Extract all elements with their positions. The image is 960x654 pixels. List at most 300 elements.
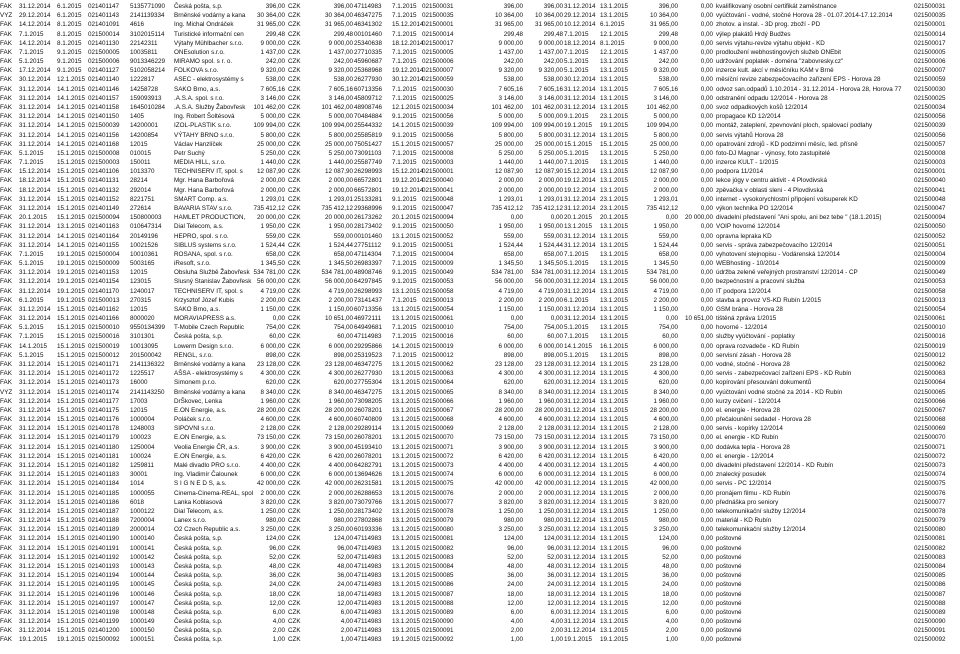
table-row[interactable] [0, 626, 960, 635]
cell-description: kurzy cvičení - 12/2014 [716, 397, 781, 405]
table-row[interactable] [0, 388, 960, 397]
cell-due-date: 31.12.2014 [564, 204, 596, 212]
cell-due-date: 31.12.2014 [564, 85, 596, 93]
cell-amount-czk: 36,00 [337, 572, 353, 580]
cell-doc-type: FAK [0, 103, 12, 111]
cell-paid-amount: 299,48 [503, 30, 523, 38]
cell-description: telekomunikační služby 12/2014 [716, 526, 806, 534]
table-row[interactable] [0, 167, 960, 176]
cell-document-no: 021500047 [422, 204, 454, 212]
cell-total: 6,00 [665, 608, 678, 616]
cell-payment-date: 13.1.2015 [600, 131, 629, 139]
cell-internal-no: 021401152 [88, 195, 120, 203]
cell-supplier: SIPOVNI s.r.o. [174, 425, 215, 433]
cell-payment-date: 13.1.2015 [600, 324, 629, 332]
cell-payment-date: 13.1.2015 [600, 572, 629, 580]
cell-total: 538,00 [658, 76, 678, 84]
cell-remaining: 0,00 [700, 397, 713, 405]
cell-amount-czk: 1 345,50 [328, 260, 353, 268]
cell-supplier: RENGL, s.r.o. [174, 351, 213, 359]
cell-paid-amount-2: 48,00 [547, 562, 563, 570]
cell-remaining: 0,00 [700, 370, 713, 378]
cell-supplier-id: 25368968 [354, 67, 383, 75]
table-row[interactable] [0, 186, 960, 195]
cell-description: servis - zabezpečovací zařízení EPS - KD Rubín [716, 370, 852, 378]
cell-paid-amount: 4 400,00 [498, 462, 523, 469]
cell-variable-symbol: 10013095 [130, 342, 159, 350]
cell-internal-no: 021401173 [88, 379, 120, 387]
cell-remaining: 0,00 [700, 361, 713, 369]
cell-issue-date: 31.12.2014 [19, 269, 51, 277]
cell-internal-no: 021401183 [88, 471, 120, 479]
cell-total: 36,00 [662, 572, 678, 580]
table-row[interactable] [0, 85, 960, 94]
cell-booking-date: 13.1.2015 [392, 379, 421, 387]
cell-received-date: 15.1.2015 [57, 416, 86, 424]
table-row[interactable] [0, 323, 960, 332]
table-row[interactable] [0, 140, 960, 149]
cell-supplier-id: 47114983 [354, 627, 382, 635]
cell-paid-amount-2: 12 087,90 [534, 168, 563, 176]
cell-doc-type: FAK [0, 535, 12, 543]
cell-remaining: 0,00 [700, 85, 713, 93]
cell-reference-no: 021500083 [914, 553, 946, 561]
cell-document-no: 021500049 [422, 269, 454, 277]
cell-internal-no: 021401150 [88, 113, 120, 121]
cell-supplier: Ing. Michal Ondráček [174, 21, 234, 29]
table-row[interactable] [0, 378, 960, 387]
table-row[interactable] [0, 534, 960, 543]
cell-supplier: Česká pošta, s.p. [174, 3, 223, 10]
table-row[interactable] [0, 525, 960, 534]
cell-internal-no: 021401181 [88, 452, 120, 460]
cell-amount: 48,00 [269, 562, 285, 570]
cell-currency: CZK [288, 462, 301, 469]
cell-remaining: 0,00 [700, 39, 713, 47]
cell-paid-amount-2: 1 250,00 [538, 507, 563, 515]
table-row[interactable] [0, 250, 960, 259]
cell-supplier: VÝTAHY BRNO s.r.o. [174, 131, 234, 139]
cell-document-no: 021500052 [422, 232, 454, 240]
cell-issue-date: 31.12.2014 [19, 416, 51, 424]
table-row[interactable] [0, 590, 960, 599]
cell-description: poštovné [716, 544, 742, 552]
cell-received-date: 15.1.2015 [57, 599, 86, 607]
table-row[interactable] [0, 608, 960, 617]
cell-received-date: 15.1.2015 [57, 168, 86, 176]
table-row[interactable] [0, 433, 960, 442]
cell-supplier: Česká pošta, s.p. [174, 572, 223, 580]
cell-variable-symbol: 5003165 [130, 260, 155, 268]
cell-document-no: 021500084 [422, 562, 454, 570]
cell-issue-date: 18.12.2014 [19, 186, 51, 194]
cell-amount: 4 600,00 [260, 416, 285, 424]
table-row[interactable] [0, 57, 960, 66]
cell-payment-date: 13.1.2015 [600, 85, 629, 93]
cell-supplier-id: 70484884 [354, 113, 383, 121]
cell-amount: 658,00 [265, 250, 285, 258]
cell-description: oprava rozvadeče - KD Rubín [716, 342, 799, 350]
cell-booking-date: 15.1.2015 [392, 140, 421, 148]
cell-received-date: 15.1.2015 [57, 608, 86, 616]
cell-amount-czk: 534 781,00 [321, 269, 353, 277]
cell-supplier-id: 47114983 [354, 599, 382, 607]
cell-doc-type: FAK [0, 452, 12, 460]
cell-doc-type: FAK [0, 618, 12, 626]
table-row[interactable] [0, 424, 960, 433]
cell-amount-czk: 56 000,00 [324, 278, 353, 286]
cell-due-date: 19.12.2014 [564, 186, 596, 194]
cell-due-date: 31.12.2014 [564, 462, 596, 469]
cell-document-no: 021500081 [422, 535, 454, 543]
cell-amount-czk: 2,00 [340, 627, 353, 635]
cell-description: internet - vysokorychlostní připojení volsuperek KD [716, 195, 858, 203]
cell-internal-no: 021401186 [88, 498, 120, 506]
cell-description: servis výtahu-revize výtahu objekt - KD [716, 39, 825, 47]
cell-due-date: 13.1.2015 [564, 223, 593, 231]
cell-total: 559,00 [658, 232, 678, 240]
cell-total: 28 200,00 [649, 406, 678, 414]
table-row[interactable] [0, 66, 960, 75]
table-row[interactable] [0, 204, 960, 213]
cell-amount: 60,00 [269, 333, 285, 341]
table-row[interactable] [0, 277, 960, 286]
cell-amount: 28 200,00 [256, 406, 285, 414]
cell-due-date: 29.12.2014 [564, 12, 596, 20]
cell-booking-date: 13.1.2015 [392, 581, 421, 589]
cell-booking-date: 19.12.2014 [392, 177, 424, 185]
cell-payment-date: 19.1.2015 [600, 122, 629, 130]
cell-paid-amount: 620,00 [503, 379, 523, 387]
cell-paid-amount-2: 0,00 [550, 214, 563, 222]
cell-remaining: 0,00 [700, 168, 713, 176]
table-row[interactable] [0, 553, 960, 562]
cell-variable-symbol: 3101301 [130, 333, 155, 341]
cell-document-no: 021500048 [422, 195, 454, 203]
cell-currency: CZK [288, 544, 301, 552]
cell-internal-no: 021401154 [88, 278, 120, 286]
table-row[interactable] [0, 158, 960, 167]
cell-supplier: Lanex s.r.o. [174, 517, 207, 525]
table-row[interactable] [0, 635, 960, 644]
table-row[interactable] [0, 571, 960, 580]
cell-paid-amount-2: 6 000,00 [538, 342, 563, 350]
cell-paid-amount-2: 4 719,00 [538, 287, 563, 295]
cell-reference-no: 021500007 [914, 67, 946, 75]
table-row[interactable] [0, 562, 960, 571]
cell-issue-date: 31.12.2014 [19, 3, 51, 10]
cell-received-date: 15.1.2015 [57, 406, 86, 414]
table-row[interactable] [0, 94, 960, 103]
cell-total: 1 524,44 [653, 241, 678, 249]
cell-supplier-id: 26231581 [354, 480, 383, 488]
cell-doc-type: FAK [0, 223, 12, 231]
cell-supplier-id: 26277930 [354, 370, 383, 378]
table-row[interactable] [0, 296, 960, 305]
table-row[interactable] [0, 241, 960, 250]
cell-due-date: 31.12.2014 [564, 287, 596, 295]
table-row[interactable] [0, 498, 960, 507]
table-row[interactable] [0, 360, 960, 369]
cell-doc-type: FAK [0, 260, 12, 268]
table-row[interactable] [0, 213, 960, 222]
table-row[interactable] [0, 121, 960, 130]
cell-currency: CZK [288, 48, 301, 56]
cell-supplier-id: 47114983 [354, 544, 382, 552]
table-row[interactable] [0, 112, 960, 121]
cell-issue-date: 31.12.2014 [19, 627, 51, 635]
table-row[interactable] [0, 351, 960, 360]
cell-payment-date: 13.1.2015 [600, 305, 629, 313]
cell-description: telekomunikační služby 12/2014 [716, 507, 806, 515]
cell-internal-no: 021401177 [88, 397, 120, 405]
table-row[interactable] [0, 131, 960, 140]
table-row[interactable] [0, 20, 960, 29]
cell-doc-type: FAK [0, 21, 12, 29]
cell-variable-symbol: 3102015114 [130, 30, 165, 38]
cell-reference-no: 021500047 [914, 204, 946, 212]
table-row[interactable] [0, 342, 960, 351]
cell-document-no: 021500034 [422, 103, 454, 111]
cell-reference-no: 021500062 [914, 361, 946, 369]
cell-supplier-id: 64282791 [354, 462, 383, 469]
cell-internal-no: 021500014 [88, 30, 120, 38]
table-row[interactable] [0, 461, 960, 470]
cell-reference-no: 021500085 [914, 572, 946, 580]
cell-total: 1 150,00 [653, 305, 678, 313]
cell-issue-date: 31.12.2014 [19, 526, 51, 534]
table-row[interactable] [0, 176, 960, 185]
cell-currency: CZK [288, 122, 301, 130]
cell-remaining: 0,00 [700, 599, 713, 607]
cell-paid-amount: 9 000,00 [498, 39, 523, 47]
cell-booking-date: 13.1.2015 [392, 562, 421, 570]
cell-due-date: 14.1.2015 [564, 342, 593, 350]
cell-paid-amount-2: 4 600,00 [538, 416, 563, 424]
table-row[interactable] [0, 507, 960, 516]
table-row[interactable] [0, 305, 960, 314]
cell-payment-date: 13.1.2015 [600, 627, 629, 635]
cell-remaining: 0,00 [700, 223, 713, 231]
table-row[interactable] [0, 11, 960, 20]
cell-received-date: 13.1.2015 [57, 223, 86, 231]
table-row[interactable] [0, 103, 960, 112]
cell-issue-date: 14.12.2014 [19, 21, 51, 29]
table-row[interactable] [0, 369, 960, 378]
cell-paid-amount-2: 18,00 [547, 590, 563, 598]
cell-description: udržování poplatek - doména "zabovresky.cz" [716, 58, 844, 66]
cell-paid-amount: 2,00 [510, 627, 523, 635]
cell-due-date: 31.12.2014 [564, 443, 596, 451]
table-row[interactable] [0, 397, 960, 406]
cell-doc-type: FAK [0, 462, 12, 469]
cell-internal-no: 021401179 [88, 434, 120, 442]
cell-paid-amount: 5 250,00 [498, 149, 523, 157]
cell-supplier-id: 60740809 [354, 416, 383, 424]
cell-issue-date: 31.12.2014 [19, 535, 51, 543]
cell-received-date: 19.1.2015 [57, 636, 86, 644]
table-row[interactable] [0, 617, 960, 626]
cell-reference-no: 021500041 [914, 186, 946, 194]
cell-variable-symbol: 1225517 [130, 370, 155, 378]
cell-payment-date: 20.1.2015 [600, 214, 629, 222]
cell-total: 6 000,00 [653, 342, 678, 350]
cell-received-date: 15.1.2015 [57, 572, 86, 580]
cell-amount: 24,00 [269, 581, 285, 589]
cell-supplier-id: 26298993 [354, 168, 383, 176]
table-row[interactable] [0, 599, 960, 608]
cell-doc-type: FAK [0, 67, 12, 75]
cell-booking-date: 13.1.2015 [392, 498, 421, 506]
cell-document-no: 021500065 [422, 388, 454, 396]
table-row[interactable] [0, 415, 960, 424]
cell-total: 9 320,00 [653, 67, 678, 75]
table-row[interactable] [0, 259, 960, 268]
cell-reference-no: 021500050 [914, 223, 946, 231]
cell-received-date: 14.1.2015 [57, 241, 86, 249]
cell-supplier: Česká pošta, s.p. [174, 636, 223, 644]
cell-paid-amount-2: 396,00 [543, 3, 563, 10]
cell-currency: CZK [288, 553, 301, 561]
table-row[interactable] [0, 580, 960, 589]
cell-supplier: BAVARIA STAV s.r.o. [174, 204, 233, 212]
table-row[interactable] [0, 332, 960, 341]
table-row[interactable] [0, 443, 960, 452]
cell-supplier-id: 47114983 [354, 636, 382, 644]
cell-amount-czk: 6 000,00 [328, 471, 353, 479]
cell-amount-czk: 4,00 [340, 618, 353, 626]
cell-payment-date: 13.1.2015 [600, 260, 629, 268]
cell-document-no: 021500041 [422, 186, 454, 194]
cell-booking-date: 7.1.2015 [392, 333, 417, 341]
cell-paid-amount: 898,00 [503, 351, 523, 359]
table-row[interactable] [0, 195, 960, 204]
cell-amount-czk: 1 293,01 [328, 195, 353, 203]
table-row[interactable] [0, 516, 960, 525]
table-row[interactable] [0, 544, 960, 553]
cell-amount: 1 345,50 [260, 260, 285, 268]
cell-reference-no: 021500001 [914, 21, 946, 29]
cell-due-date: 31.12.2014 [564, 627, 596, 635]
table-row[interactable] [0, 287, 960, 296]
table-row[interactable] [0, 479, 960, 488]
cell-document-no: 021500007 [422, 67, 454, 75]
cell-payment-date: 13.1.2015 [600, 434, 629, 442]
cell-variable-symbol: 1013370 [130, 168, 155, 176]
cell-booking-date: 13.1.2015 [392, 452, 421, 460]
cell-internal-no: 021500009 [88, 260, 120, 268]
table-row[interactable] [0, 489, 960, 498]
cell-document-no: 021500003 [422, 159, 454, 167]
cell-received-date: 15.1.2015 [57, 498, 86, 506]
cell-document-no: 021500087 [422, 590, 454, 598]
cell-document-no: 021500057 [422, 140, 454, 148]
table-row[interactable] [0, 470, 960, 479]
cell-total: 52,00 [662, 553, 678, 561]
cell-reference-no: 021500053 [914, 278, 946, 286]
cell-reference-no: 021500058 [914, 287, 946, 295]
table-row[interactable] [0, 30, 960, 39]
cell-doc-type: FAK [0, 250, 12, 258]
table-row[interactable] [0, 48, 960, 57]
cell-currency: CZK [288, 517, 301, 525]
cell-supplier: Ing. Robert Šoltésová [174, 113, 235, 121]
cell-currency: CZK [288, 361, 301, 369]
cell-amount-czk: 1 437,00 [328, 48, 353, 56]
cell-paid-amount-2: 10 364,00 [534, 12, 563, 20]
cell-total: 1 440,00 [653, 159, 678, 167]
cell-booking-date: 14.1.2015 [392, 342, 421, 350]
cell-supplier-id: 47114983 [354, 572, 382, 580]
cell-doc-type: FAK [0, 562, 12, 570]
cell-supplier: Lanka Koblasová [174, 498, 223, 506]
cell-issue-date: 17.12.2014 [19, 67, 51, 75]
cell-paid-amount-2: 735 412,12 [531, 204, 563, 212]
cell-received-date: 15.1.2015 [57, 489, 86, 497]
table-row[interactable] [0, 149, 960, 158]
table-row[interactable] [0, 406, 960, 415]
cell-supplier: Petr Suchý [174, 149, 205, 157]
cell-doc-type: FAK [0, 636, 12, 644]
cell-variable-symbol: 12015 [130, 269, 148, 277]
table-row[interactable] [0, 222, 960, 231]
table-row[interactable] [0, 39, 960, 48]
table-row[interactable] [0, 314, 960, 323]
cell-reference-no: 021500056 [914, 131, 946, 139]
table-row[interactable] [0, 2, 960, 11]
cell-supplier-id: 73141437 [354, 296, 383, 304]
cell-document-no: 021500091 [422, 627, 454, 635]
cell-payment-date: 13.1.2015 [600, 443, 629, 451]
cell-paid-amount-2: 754,00 [543, 324, 563, 332]
cell-booking-date: 7.1.2015 [392, 94, 417, 102]
cell-received-date: 15.1.2015 [57, 462, 86, 469]
cell-description: poštovné [716, 608, 742, 616]
cell-internal-no: 021401132 [88, 186, 120, 194]
cell-internal-no: 021401192 [88, 553, 120, 561]
cell-booking-date: 7.1.2015 [392, 351, 417, 359]
table-row[interactable] [0, 75, 960, 84]
cell-currency: CZK [288, 618, 301, 626]
cell-currency: CZK [288, 241, 301, 249]
cell-description: poštovné [716, 618, 742, 626]
cell-issue-date: 31.12.2014 [19, 599, 51, 607]
cell-variable-symbol: 1000122 [130, 507, 155, 515]
cell-document-no: 021500051 [422, 241, 454, 249]
table-row[interactable] [0, 452, 960, 461]
cell-amount-czk: 12 087,90 [324, 168, 353, 176]
cell-paid-amount-2: 242,00 [543, 58, 563, 66]
cell-remaining: 0,00 [700, 379, 713, 387]
cell-variable-symbol: 1000146 [130, 590, 155, 598]
cell-received-date: 6.1.2015 [57, 12, 82, 20]
cell-supplier: HEPRO, spol. s r.o. [174, 232, 229, 240]
cell-booking-date: 15.12.2014 [392, 21, 424, 29]
cell-document-no: 021500092 [422, 636, 454, 644]
cell-payment-date: 13.1.2015 [600, 223, 629, 231]
cell-variable-symbol: 1000151 [130, 636, 155, 644]
table-row[interactable] [0, 232, 960, 241]
cell-internal-no: 021401199 [88, 618, 120, 626]
cell-variable-symbol: 1222817 [130, 76, 155, 84]
cell-description: dodávka tepla - Horova 28 [716, 443, 790, 451]
cell-remaining: 0,00 [700, 287, 713, 295]
cell-variable-symbol: 12015 [130, 305, 148, 313]
cell-paid-amount: 8 340,00 [498, 388, 523, 396]
table-row[interactable] [0, 268, 960, 277]
cell-remaining: 0,00 [700, 149, 713, 157]
cell-received-date: 6.1.2015 [57, 3, 82, 10]
